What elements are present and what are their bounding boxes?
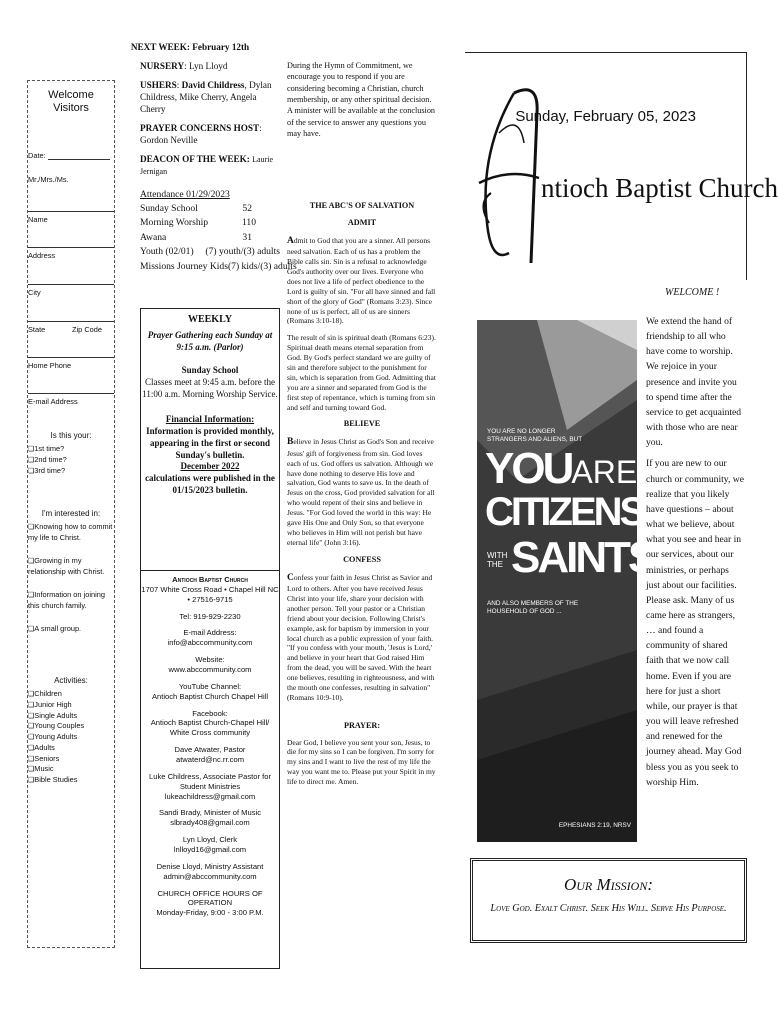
attendance-row: Morning Worship 110 [140, 217, 256, 229]
activity-checkbox[interactable]: ❑ Bible Studies [28, 775, 114, 786]
deacon-line: DEACON OF THE WEEK: Laurie Jernigan [140, 153, 274, 176]
prayer-gathering: Prayer Gathering each Sunday at 9:15 a.m. (Parlor) [147, 330, 273, 352]
growing-checkbox[interactable]: ❑ Growing in my relationship with Christ. [28, 556, 114, 576]
salvation-section [287, 201, 437, 794]
activity-checkbox[interactable]: ❑ Children [28, 689, 114, 700]
admit-paragraph: Admit to God that you are a sinner. All persons need salvation. Each of us has a problem the Bible calls sin. Sin is a refusal to acknowledge God's authority over our lives. Everyone who does not live a life of perfect obedience to the Lord is guilty of sin. "For all have sinned and fall short of the glory of God" (Romans 3:23). Since none of us is perfect, all of us are sinners (Romans 3:10-18). [287, 235, 436, 326]
prayer-heading: PRAYER: [343, 720, 381, 730]
welcome-paragraph-1: We extend the hand of friendship to all who have come to worship. We rejoice in your presence and invite you to spend time after the service to get acquainted with those who are near you. [646, 316, 742, 449]
sunday-school-text: Classes meet at 9:45 a.m. before the 11:00 a.m. Morning Worship Service. [142, 377, 278, 399]
pastor-email[interactable]: atwaterd@nc.rr.com [175, 755, 245, 765]
assoc-pastor-name: Luke Childress, Associate Pastor for Student Ministries [149, 771, 271, 791]
visitor-card [27, 80, 115, 948]
assistant-name: Denise Lloyd, Ministry Assistant [156, 861, 264, 871]
pastor-name: Dave Atwater, Pastor [174, 745, 246, 755]
church-phone: Tel: 919-929-2230 [179, 611, 241, 621]
activities-section: Activities: ❑ Children ❑ Junior High ❑ Single Adults ❑ Young Couples ❑ Young Adults ❑ Adults ❑ Seniors ❑ Music ❑ Bible Studies [28, 676, 114, 786]
financial-text: Information is provided monthly, appearing in the first or second Sunday's bulletin. [146, 426, 274, 460]
poster-citizens-text: CITIZENS [485, 490, 644, 534]
believe-heading: BELIEVE [343, 419, 381, 429]
welcome-paragraph-2: If you are new to our church or community, we realize that you likely have questions – about what we believe, about what you see and hear in our services, about our ministries, or perhaps just about our facilities. Please ask. Many of us came here as strangers, … and found a community of shared faith that we now call home. Even if you are here for just a short while, our prayer is that you will leave refreshed and renewed for the journey ahead. May God bless you as you seek to worship Him. [646, 458, 744, 788]
financial-text-2: calculations were published in the 01/15/2023 bulletin. [145, 472, 275, 495]
poster-bottom-text: AND ALSO MEMBERS OF THE HOUSEHOLD OF GOD ... [487, 600, 579, 616]
first-time-section: Is this your: ❑ 1st time? ❑ 2nd time? ❑ 3rd time? [28, 431, 114, 476]
state-zip-field[interactable]: State Zip Code [28, 321, 114, 334]
poster-saints-text: SAINTS [511, 533, 655, 582]
commit-life-checkbox[interactable]: ❑ Knowing how to commit my life to Christ. [28, 522, 114, 542]
financial-heading: Financial Information: [165, 414, 255, 425]
assistant-email[interactable]: admin@abccommunity.com [163, 871, 257, 881]
music-minister-email[interactable]: slbrady408@gmail.com [170, 818, 250, 828]
citizens-saints-poster [477, 320, 655, 842]
attendance-row: Awana 31 [140, 231, 252, 243]
salutation-label: Mr./Mrs./Ms. [28, 175, 69, 184]
welcome-visitors-title: Welcome Visitors [48, 89, 94, 115]
poster-you-text: YOUARE [485, 444, 638, 493]
church-address: 1707 White Cross Road • Chapel Hill NC • 27516-9715 [141, 584, 279, 604]
assoc-pastor-email[interactable]: lukeachildress@gmail.com [164, 791, 256, 801]
believe-paragraph: Believe in Jesus Christ as God's Son and receive Jesus' gift of forgiveness from sin. God loves each of us. God offers us salvation. Although we have done nothing to deserve His love and salvation, God wants to save us. In the death of Jesus on the cross, God provided salvation for all who would repent of their sins and believe in Jesus. "For God loved the world in this way: He gave His One and Only Son, so that everyone who believes in Him will not perish but have eternal life" (John 3:16). [287, 437, 435, 547]
email-field[interactable]: E-mail Address [28, 393, 114, 406]
welcome-heading: WELCOME ! [665, 287, 720, 298]
second-time-checkbox[interactable]: ❑ 2nd time? [28, 455, 114, 466]
third-time-checkbox[interactable]: ❑ 3rd time? [28, 466, 114, 477]
church-email-link[interactable]: info@abccommunity.com [167, 638, 253, 648]
poster-top-text: YOU ARE NO LONGER STRANGERS AND ALIENS, BUT [487, 428, 583, 444]
church-header [465, 52, 778, 280]
confess-paragraph: Confess your faith in Jesus Christ as Savior and Lord to others. After you have received Jesus Christ into your life, share your decision with another person. Tell your pastor or a Christian friend about your decision. Following Christ's example, ask for baptism by immersion in your local church as a public expression of your faith. "If you confess with your mouth, 'Jesus is Lord,' and believe in your heart that God raised Him from the dead, you will be saved. With the heart one believes, resulting in righteousness, and with the mouth one confesses, resulting in salvation" (Romans 10:9-10). [287, 572, 435, 702]
confess-heading: CONFESS [343, 554, 381, 564]
activity-checkbox[interactable]: ❑ Seniors [28, 754, 114, 765]
attendance-row: Youth (02/01) (7) youth/(3) adults [140, 246, 280, 258]
church-name-small: Antioch Baptist Church [172, 575, 248, 584]
attendance-section [140, 188, 297, 274]
facebook-link[interactable]: Antioch Baptist Church-Chapel Hill/ White Cross community [150, 718, 270, 738]
prayer-host-line: PRAYER CONCERNS HOST: Gordon Neville [140, 122, 262, 145]
weekly-heading: WEEKLY [187, 314, 233, 325]
next-week-section [130, 42, 297, 274]
next-week-heading: NEXT WEEK: February 12th [130, 42, 250, 52]
office-hours-heading: CHURCH OFFICE HOURS OF OPERATION [157, 888, 263, 908]
attendance-row: Sunday School 52 [140, 202, 252, 214]
activity-checkbox[interactable]: ❑ Young Couples [28, 721, 114, 732]
sunday-school-heading: Sunday School [181, 365, 239, 376]
date-field[interactable]: Date: [28, 151, 114, 160]
ushers-line: USHERS: David Childress, Dylan Childress, Mike Cherry, Angela Cherry [140, 79, 272, 114]
financial-month: December 2022 [180, 461, 240, 472]
activity-checkbox[interactable]: ❑ Young Adults [28, 732, 114, 743]
city-field[interactable]: City [28, 284, 114, 297]
small-group-checkbox[interactable]: ❑ A small group. [28, 624, 114, 635]
prayer-paragraph: Dear God, I believe you sent your son, Jesus, to die for my sins so I can be forgiven. I'm sorry for my sins and I want to live the rest of my life the way you want me to. Please put your Spirit in my life to direct me. Amen. [287, 737, 436, 787]
welcome-text [646, 314, 744, 796]
mission-title: Our Mission: [563, 875, 653, 894]
mission-statement: Love God. Exalt Christ. Seek His Will. Serve His Purpose. [490, 903, 727, 914]
home-phone-field[interactable]: Home Phone [28, 357, 114, 370]
poster-reference: EPHESIANS 2:19, NRSV [558, 822, 631, 829]
poster-with-the-text: WITH THE [487, 551, 508, 569]
clerk-name: Lyn Lloyd, Clerk [182, 835, 238, 845]
joining-checkbox[interactable]: ❑ Information on joining this church family. [28, 590, 114, 610]
youtube-link[interactable]: Antioch Baptist Church Chapel Hill [151, 691, 269, 701]
activity-checkbox[interactable]: ❑ Junior High [28, 700, 114, 711]
music-minister-name: Sandi Brady, Minister of Music [159, 808, 261, 818]
decorative-a-logo [469, 73, 549, 273]
mission-box [470, 858, 747, 943]
church-name-title: ntioch Baptist Church [541, 173, 778, 203]
attendance-heading: Attendance 01/29/2023 [140, 188, 230, 200]
admit-heading: ADMIT [347, 217, 377, 227]
attendance-row: Missions Journey Kids (7) kids/(3) adults [140, 260, 297, 272]
salvation-heading: THE ABC'S OF SALVATION [309, 201, 415, 210]
clerk-email[interactable]: lnlloyd16@gmail.com [173, 845, 247, 855]
hymn-text: During the Hymn of Commitment, we encourage you to respond if you are considering becoming a Christian, church membership, or any other spiritual decision. A minister will be available at the conclusion of the service to answer any questions you may have. [287, 61, 436, 138]
office-hours: Monday-Friday, 9:00 - 3:00 P.M. [156, 908, 264, 918]
activity-checkbox[interactable]: ❑ Single Adults [28, 711, 114, 722]
nursery-line: NURSERY: Lyn Lloyd [140, 60, 228, 71]
contact-box: Antioch Baptist Church 1707 White Cross Road • Chapel Hill NC • 27516-9715 Tel: 919-929-2230 E-mail Address: info@abccommunity.com Website: www.abccommunity.com YouTube Channel: Antioch Baptist Church Chapel Hill Facebook: Antioch Baptist Church-Chapel Hill/ White Cross community Dave Atwater, Pastor atwaterd@nc.rr.com Luke Childress, Associate Pastor for Student Ministries lukeachildress@gmail.com Sandi Brady, Minister of Music slbrady408@gmail.com Lyn Lloyd, Clerk lnlloyd16@gmail.com Denise Lloyd, Ministry Assistant admin@abccommunity.com CHURCH OFFICE HOURS OF OPERATION Monday-Friday, 9:00 - 3:00 P.M. [140, 571, 280, 969]
name-field[interactable]: Name [28, 211, 114, 224]
address-field[interactable]: Address [28, 247, 114, 260]
bulletin-date: Sunday, February 05, 2023 [515, 108, 696, 125]
church-website-link[interactable]: www.abccommunity.com [168, 665, 252, 675]
first-time-checkbox[interactable]: ❑ 1st time? [28, 444, 114, 455]
weekly-box [140, 308, 280, 571]
activity-checkbox[interactable]: ❑ Adults [28, 743, 114, 754]
admit-paragraph-2: The result of sin is spiritual death (Romans 6:23). Spiritual death means eternal separation from God. By God's perfect standard we are guilty of sin and therefore subject to the punishment for sin, which is separation from God. Admitting that you are a sinner and separated from God is the first step of repentance, which is turning from sin and self and turning toward God. [287, 333, 436, 412]
interested-section: I'm interested in: ❑ Knowing how to commit my life to Christ. ❑ Growing in my relationship with Christ. ❑ Information on joining this church family. ❑ A small group. [28, 509, 114, 635]
activity-checkbox[interactable]: ❑ Music [28, 764, 114, 775]
